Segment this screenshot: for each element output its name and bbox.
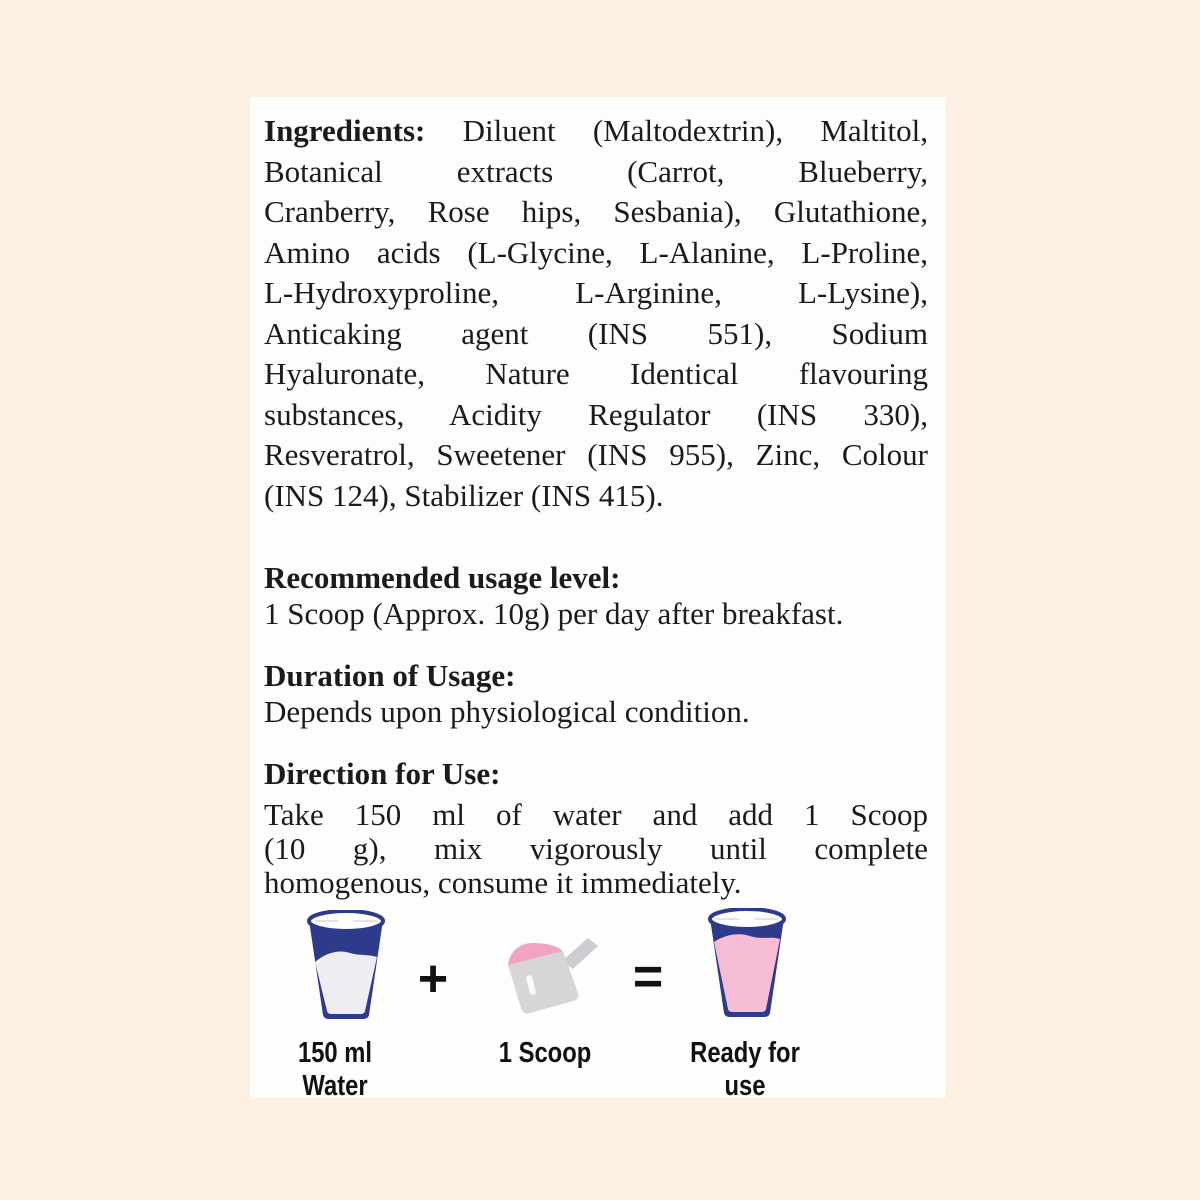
text-line: homogenous, consume it immediately. [264,865,742,900]
plus-sign: + [417,950,449,1008]
text-line: (INS 124), Stabilizer (INS 415). [264,477,664,513]
text-line: substances, Acidity Regulator (INS 330), [264,396,928,432]
ingredients-lines [264,152,928,517]
recommended-usage-heading: Recommended usage level: [264,560,621,595]
text-line: Amino acids (L-Glycine, L-Alanine, L-Proline, [264,234,928,270]
ingredients-paragraph [264,111,928,516]
measuring-scoop-icon [502,935,602,1020]
duration-of-usage-section [264,658,928,730]
ingredients-first-line [264,111,928,152]
recommended-usage-section [264,560,928,632]
water-amount-label: 150 ml Water [297,1037,373,1102]
ready-for-use-label: Ready for use [690,1037,800,1102]
text-line: Cranberry, Rose hips, Sesbania), Glutathione, [264,194,928,229]
equals-sign: = [632,948,664,1006]
direction-for-use-heading: Direction for Use: [264,756,501,791]
glass-of-water-icon [307,910,385,1027]
text-line: Resveratrol, Sweetener (INS 955), Zinc, Colour [264,437,928,472]
mixing-guide [264,905,928,1102]
text-line: (10 g), mix vigorously until complete [264,831,928,866]
text-line: Hyaluronate, Nature Identical flavouring [264,356,928,391]
recommended-usage-text: 1 Scoop (Approx. 10g) per day after breakfast. [264,596,844,631]
duration-of-usage-heading: Duration of Usage: [264,658,516,693]
text-line: Take 150 ml of water and add 1 Scoop [264,797,928,832]
scoop-count-label: 1 Scoop [498,1037,592,1069]
direction-for-use-paragraph [264,798,928,900]
direction-for-use-section [264,756,928,900]
text-line: Botanical extracts (Carrot, Blueberry, [264,153,928,189]
text-line: Anticaking agent (INS 551), Sodium [264,315,928,351]
glass-ready-drink-icon [708,908,786,1025]
duration-of-usage-text: Depends upon physiological condition. [264,694,750,729]
ingredients-first-line-text: Diluent (Maltodextrin), Maltitol, [462,113,928,148]
ingredients-heading: Ingredients: [264,113,426,148]
nutrition-info-card [250,97,946,1102]
text-line: L-Hydroxyproline, L-Arginine, L-Lysine), [264,275,928,310]
